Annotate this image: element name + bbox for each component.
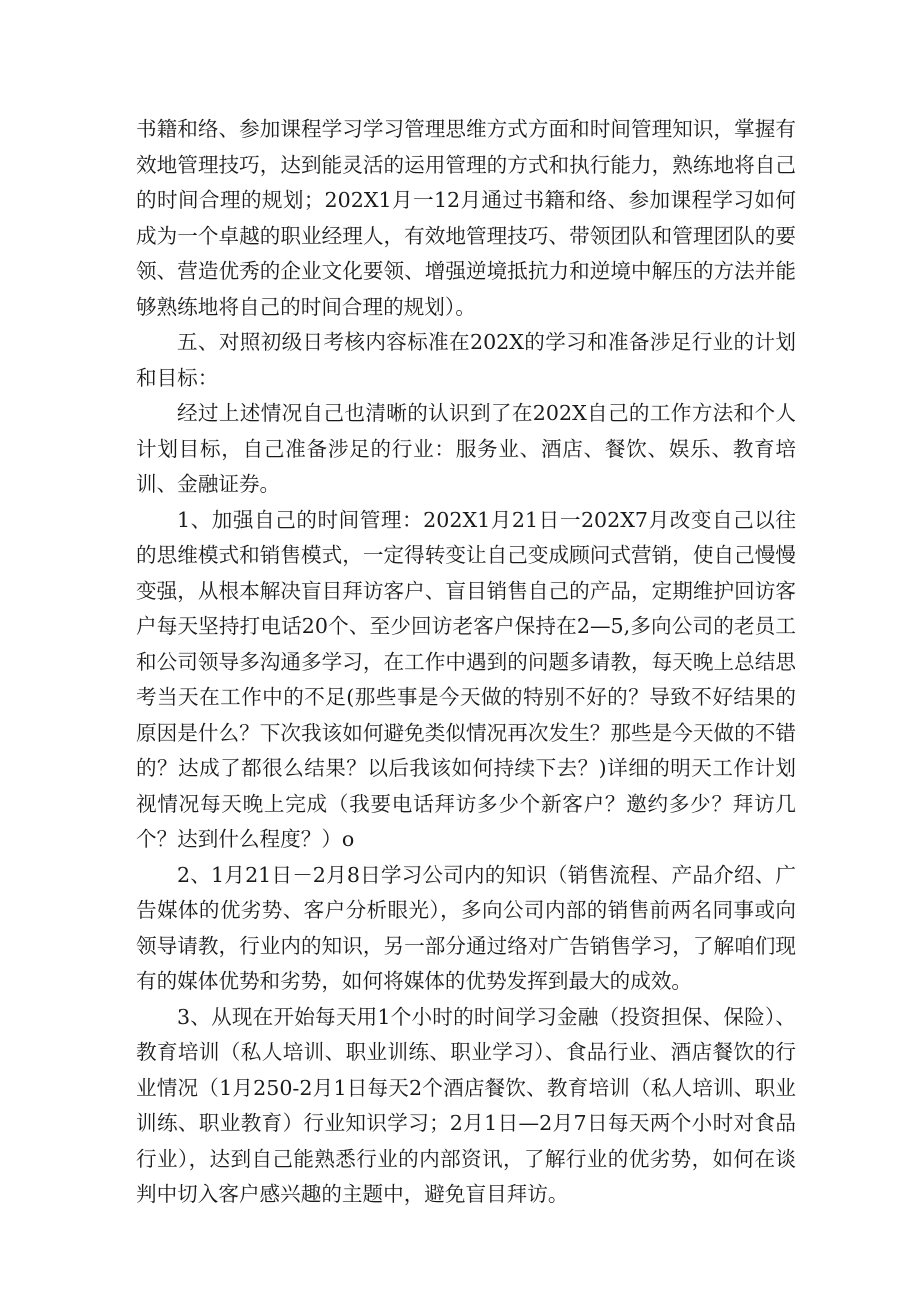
paragraph-target-industries: 经过上述情况自己也清晰的认识到了在202X自己的工作方法和个人计划目标，自己准备涉足的行业：服务业、酒店、餐饮、娱乐、教育培训、金融证券。	[136, 401, 796, 496]
paragraph-item-1: 1、加强自己的时间管理：202X1月21日一202X7月改变自己以往的思维模式和销售模式，一定得转变让自己变成顾问式营销，使自己慢慢变强，从根本解决盲目拜访客户、盲目销售自己的产品，定期维护回访客户每天坚持打电话20个、至少回访老客户保持在2—5,多向公司的老员工和公司领导多沟通多学习，在工作中遇到的问题多请教，每天晚上总结思考当天在工作中的不足(那些事是今天做的特别不好的？导致不好结果的原因是什么？下次我该如何避免类似情况再次发生？那些是今天做的不错的？达成了都很么结果？以后我该如何持续下去？)详细的明天工作计划视情况每天晚上完成（我要电话拜访多少个新客户？邀约多少？拜访几个？达到什么程度？）o	[136, 507, 796, 851]
paragraph-section-five-heading: 五、对照初级日考核内容标准在202X的学习和准备涉足行业的计划和目标：	[136, 330, 796, 390]
paragraph-continuation: 书籍和络、参加课程学习学习管理思维方式方面和时间管理知识，掌握有效地管理技巧，达到能灵活的运用管理的方式和执行能力，熟练地将自己的时间合理的规划；202X1月一12月通过书籍和络、参加课程学习如何成为一个卓越的职业经理人，有效地管理技巧、带领团队和管理团队的要领、营造优秀的企业文化要领、增强逆境抵抗力和逆境中解压的方法并能够熟练地将自己的时间合理的规划）。	[136, 117, 796, 319]
paragraph-item-3: 3、从现在开始每天用1个小时的时间学习金融（投资担保、保险）、教育培训（私人培训、职业训练、职业学习）、食品行业、酒店餐饮的行业情况（1月250-2月1日每天2个酒店餐饮、教育培训（私人培训、职业训练、职业教育）行业知识学习；2月1日—2月7日每天两个小时对食品行业），达到自己能熟悉行业的内部资讯，了解行业的优劣势，如何在谈判中切入客户感兴趣的主题中，避免盲目拜访。	[136, 1004, 796, 1206]
paragraph-item-2: 2、1月21日－2月8日学习公司内的知识（销售流程、产品介绍、广告媒体的优劣势、客户分析眼光），多向公司内部的销售前两名同事或向领导请教，行业内的知识，另一部分通过络对广告销售学习，了解咱们现有的媒体优势和劣势，如何将媒体的优势发挥到最大的成效。	[136, 862, 796, 993]
document-body	[136, 112, 796, 1213]
